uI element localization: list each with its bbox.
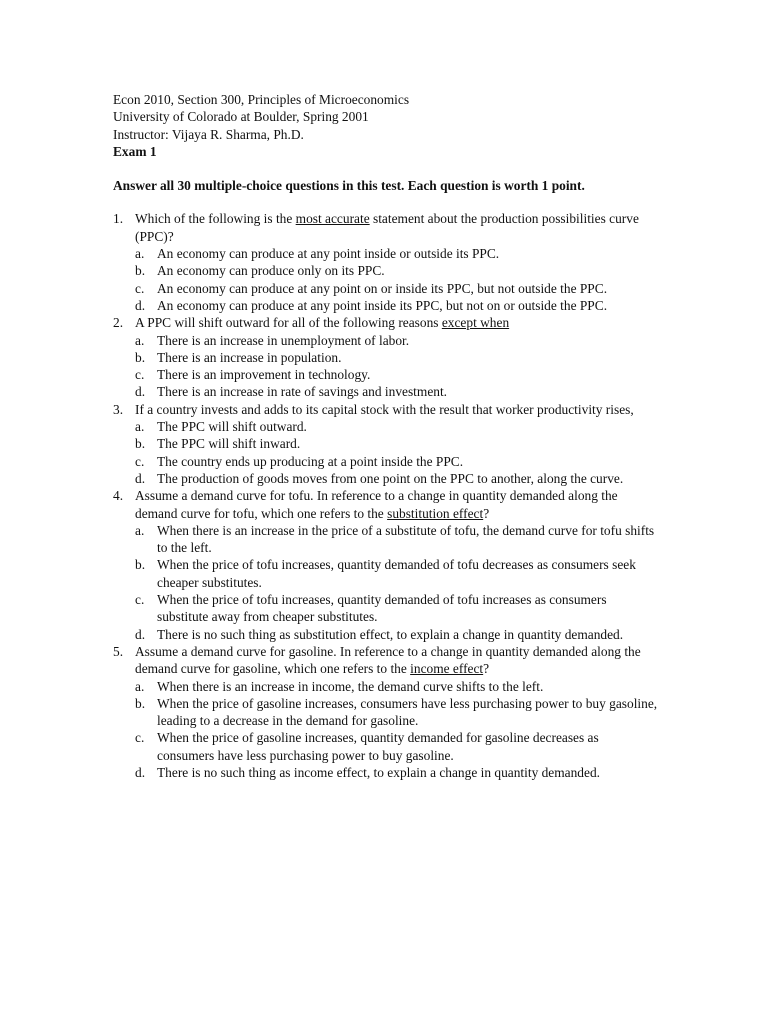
option-letter: d.	[135, 626, 146, 642]
question-number: 4.	[113, 488, 124, 504]
question-item	[113, 643, 658, 781]
option-letter: b.	[135, 349, 146, 365]
question-item	[113, 314, 658, 400]
answer-option	[135, 332, 658, 349]
question-stem-emphasis: most accurate	[295, 211, 370, 227]
answer-option	[135, 453, 658, 470]
question-stem	[135, 487, 658, 522]
option-text: There is an improvement in technology.	[157, 367, 371, 383]
answer-option	[135, 522, 658, 557]
university-line: University of Colorado at Boulder, Spring 2001	[113, 109, 369, 125]
question-stem	[135, 210, 658, 245]
question-number: 2.	[113, 315, 124, 331]
option-letter: a.	[135, 419, 145, 435]
option-text: An economy can produce only on its PPC.	[157, 263, 385, 279]
question-stem-text: If a country invests and adds to its capital stock with the result that worker productivity rises,	[135, 401, 634, 417]
answer-option	[135, 695, 658, 730]
question-number: 5.	[113, 643, 124, 659]
question-item	[113, 487, 658, 643]
option-text: When the price of tofu increases, quantity demanded of tofu increases as consumers substitute away from cheaper substitutes.	[157, 592, 607, 625]
option-letter: a.	[135, 522, 145, 538]
option-letter: b.	[135, 695, 146, 711]
option-letter: b.	[135, 557, 146, 573]
question-number: 1.	[113, 211, 124, 227]
option-text: There is an increase in population.	[157, 349, 342, 365]
question-stem-text: ?	[483, 505, 490, 521]
option-letter: c.	[135, 367, 145, 383]
option-letter: a.	[135, 246, 145, 262]
answer-option	[135, 729, 658, 764]
option-letter: d.	[135, 384, 146, 400]
answer-option	[135, 626, 658, 643]
question-stem-emphasis: except when	[441, 315, 510, 331]
answer-option	[135, 383, 658, 400]
answer-option	[135, 418, 658, 435]
option-text: When there is an increase in income, the demand curve shifts to the left.	[157, 678, 544, 694]
question-stem	[135, 401, 658, 418]
question-item	[113, 210, 658, 314]
question-number: 3.	[113, 401, 124, 417]
option-text: When the price of gasoline increases, quantity demanded for gasoline decreases as consumers have less purchasing power to buy gasoline.	[157, 730, 599, 763]
option-text: The PPC will shift outward.	[157, 419, 307, 435]
option-letter: c.	[135, 592, 145, 608]
option-text: The production of goods moves from one point on the PPC to another, along the curve.	[157, 470, 624, 486]
option-letter: c.	[135, 730, 145, 746]
exam-title: Exam 1	[113, 143, 157, 159]
answer-option	[135, 245, 658, 262]
question-item	[113, 401, 658, 487]
option-text: The country ends up producing at a point inside the PPC.	[157, 453, 464, 469]
exam-page	[113, 91, 658, 781]
question-stem-text: statement about the production possibilities curve (PPC)?	[135, 211, 639, 244]
answer-option	[135, 591, 658, 626]
option-letter: b.	[135, 263, 146, 279]
answer-option	[135, 280, 658, 297]
instructor-line: Instructor: Vijaya R. Sharma, Ph.D.	[113, 126, 304, 142]
option-text: There is an increase in unemployment of labor.	[157, 332, 410, 348]
option-letter: c.	[135, 453, 145, 469]
answer-option	[135, 435, 658, 452]
question-stem-text: Assume a demand curve for tofu. In reference to a change in quantity demanded along the demand curve for tofu, which one refers to the	[135, 488, 618, 521]
answer-option	[135, 349, 658, 366]
answer-option	[135, 262, 658, 279]
answer-option	[135, 764, 658, 781]
option-letter: a.	[135, 678, 145, 694]
option-text: An economy can produce at any point on or inside its PPC, but not outside the PPC.	[157, 280, 608, 296]
exam-instructions: Answer all 30 multiple-choice questions in this test. Each question is worth 1 point.	[113, 178, 585, 194]
option-letter: b.	[135, 436, 146, 452]
answer-option	[135, 366, 658, 383]
question-stem-emphasis: substitution effect	[387, 505, 484, 521]
option-text: An economy can produce at any point inside or outside its PPC.	[157, 246, 500, 262]
question-stem-emphasis: income effect	[410, 661, 484, 677]
option-text: An economy can produce at any point inside its PPC, but not on or outside the PPC.	[157, 297, 608, 313]
option-text: When the price of tofu increases, quantity demanded of tofu decreases as consumers seek cheaper substitutes.	[157, 557, 636, 590]
option-letter: d.	[135, 470, 146, 486]
answer-option	[135, 470, 658, 487]
option-text: There is an increase in rate of savings and investment.	[157, 384, 448, 400]
answer-option	[135, 556, 658, 591]
option-letter: a.	[135, 332, 145, 348]
question-stem-text: A PPC will shift outward for all of the following reasons	[135, 315, 442, 331]
answer-option	[135, 678, 658, 695]
option-text: The PPC will shift inward.	[157, 436, 301, 452]
option-letter: d.	[135, 764, 146, 780]
exam-header	[113, 91, 658, 160]
question-stem-text: Assume a demand curve for gasoline. In reference to a change in quantity demanded along the demand curve for gasoline, which one refers to the	[135, 643, 641, 677]
question-stem-text: ?	[483, 661, 490, 677]
answer-option	[135, 297, 658, 314]
option-text: There is no such thing as substitution effect, to explain a change in quantity demanded.	[157, 626, 624, 642]
course-title: Econ 2010, Section 300, Principles of Microeconomics	[113, 92, 410, 107]
option-text: There is no such thing as income effect, to explain a change in quantity demanded.	[157, 764, 600, 780]
option-letter: d.	[135, 297, 146, 313]
option-text: When there is an increase in the price of a substitute of tofu, the demand curve for tofu shifts to the left.	[157, 522, 655, 556]
question-list	[113, 210, 658, 781]
option-text: When the price of gasoline increases, consumers have less purchasing power to buy gasoline, leading to a decrease in the demand for gasoline.	[157, 695, 658, 729]
question-stem	[135, 643, 658, 678]
option-letter: c.	[135, 280, 145, 296]
question-stem	[135, 314, 658, 331]
question-stem-text: Which of the following is the	[135, 211, 296, 227]
